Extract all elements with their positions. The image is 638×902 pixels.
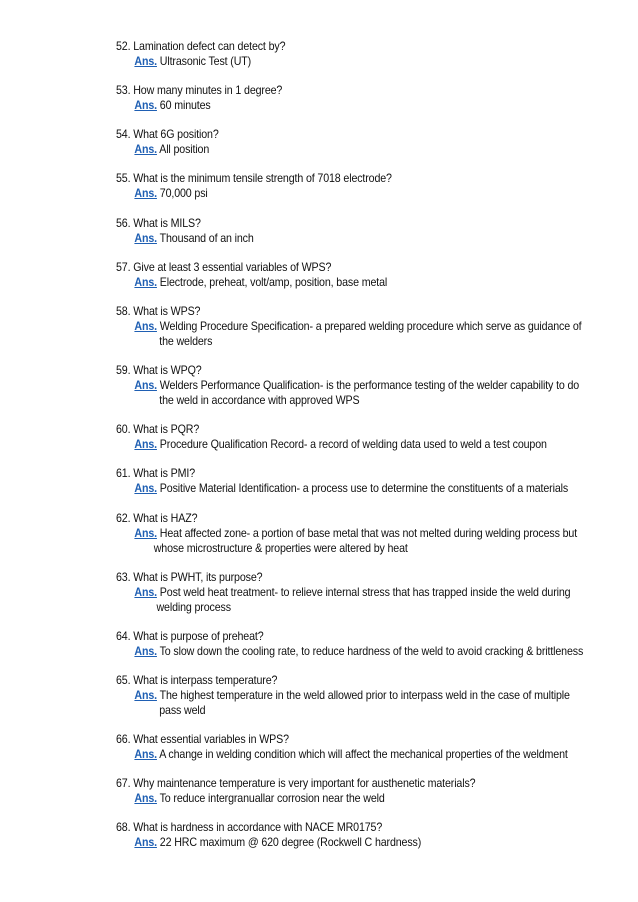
- answer-line: [134, 835, 576, 850]
- answer-text: Post weld heat treatment- to relieve internal stress that has trapped inside the weld during: [159, 586, 571, 599]
- qa-item-53: [116, 83, 576, 113]
- qa-item-66: [116, 732, 576, 762]
- answer-text: Thousand of an inch: [159, 232, 254, 245]
- ans-label: Ans.: [134, 836, 157, 849]
- question-text: 61. What is PMI?: [116, 467, 196, 480]
- qa-item-56: [116, 216, 576, 246]
- question-text: 59. What is WPQ?: [116, 364, 202, 377]
- qa-item-55: [116, 171, 576, 201]
- qa-item-57: [116, 260, 576, 290]
- ans-label: Ans.: [134, 379, 157, 392]
- question-text: 54. What 6G position?: [116, 128, 219, 141]
- answer-line: [134, 747, 576, 762]
- answer-text: 70,000 psi: [159, 187, 208, 200]
- answer-line: [134, 791, 576, 806]
- ans-label: Ans.: [134, 276, 157, 289]
- answer-text: Electrode, preheat, volt/amp, position, base metal: [159, 276, 388, 289]
- question-text: 65. What is interpass temperature?: [116, 674, 278, 687]
- question-text: 62. What is HAZ?: [116, 512, 198, 525]
- question-text: 64. What is purpose of preheat?: [116, 630, 264, 643]
- qa-item-65: [116, 673, 576, 718]
- question-text: 68. What is hardness in accordance with NACE MR0175?: [116, 821, 383, 834]
- answer-line: [134, 378, 580, 393]
- question-text: 63. What is PWHT, its purpose?: [116, 571, 263, 584]
- qa-item-54: [116, 127, 576, 157]
- answer-line: [134, 275, 576, 290]
- question-text: 57. Give at least 3 essential variables of WPS?: [116, 261, 332, 274]
- answer-text: The highest temperature in the weld allowed prior to interpass weld in the case of multiple: [159, 689, 570, 702]
- answer-text: All position: [159, 143, 210, 156]
- answer-line: [134, 142, 576, 157]
- question-text: 60. What is PQR?: [116, 423, 200, 436]
- qa-item-64: [116, 629, 584, 659]
- question-text: 67. Why maintenance temperature is very important for austhenetic materials?: [116, 777, 476, 790]
- ans-label: Ans.: [134, 438, 157, 451]
- question-text: 53. How many minutes in 1 degree?: [116, 84, 283, 97]
- qa-item-58: [116, 304, 582, 349]
- answer-continuation: the welders: [159, 335, 213, 348]
- answer-line: [134, 437, 576, 452]
- answer-line: [134, 54, 576, 69]
- question-text: 66. What essential variables in WPS?: [116, 733, 289, 746]
- ans-label: Ans.: [134, 792, 157, 805]
- question-text: 58. What is WPS?: [116, 305, 201, 318]
- answer-continuation: pass weld: [159, 704, 206, 717]
- qa-item-67: [116, 776, 576, 806]
- question-text: 52. Lamination defect can detect by?: [116, 40, 286, 53]
- answer-line: [134, 688, 576, 703]
- ans-label: Ans.: [134, 55, 157, 68]
- answer-text: Welding Procedure Specification- a prepared welding procedure which serve as guidance of: [159, 320, 582, 333]
- answer-continuation: whose microstructure & properties were altered by heat: [153, 542, 408, 555]
- ans-label: Ans.: [134, 143, 157, 156]
- qa-item-63: [116, 570, 576, 615]
- answer-text: A change in welding condition which will affect the mechanical properties of the weldment: [159, 748, 568, 761]
- answer-text: Positive Material Identification- a process use to determine the constituents of a materials: [159, 482, 569, 495]
- qa-item-59: [116, 363, 580, 408]
- answer-line: [134, 231, 576, 246]
- answer-line: [134, 319, 582, 334]
- answer-text: Welders Performance Qualification- is the performance testing of the welder capability to do: [159, 379, 580, 392]
- ans-label: Ans.: [134, 482, 157, 495]
- ans-label: Ans.: [134, 586, 157, 599]
- qa-item-60: [116, 422, 576, 452]
- answer-text: Heat affected zone- a portion of base metal that was not melted during welding process but: [159, 527, 578, 540]
- answer-line: [134, 98, 576, 113]
- answer-text: 22 HRC maximum @ 620 degree (Rockwell C hardness): [159, 836, 422, 849]
- answer-line: [134, 481, 576, 496]
- ans-label: Ans.: [134, 187, 157, 200]
- answer-text: Ultrasonic Test (UT): [159, 55, 252, 68]
- answer-text: 60 minutes: [159, 99, 211, 112]
- question-text: 55. What is the minimum tensile strength of 7018 electrode?: [116, 172, 392, 185]
- ans-label: Ans.: [134, 320, 157, 333]
- answer-continuation: welding process: [156, 601, 231, 614]
- answer-continuation: the weld in accordance with approved WPS: [159, 394, 360, 407]
- ans-label: Ans.: [134, 527, 157, 540]
- answer-line: [134, 186, 576, 201]
- ans-label: Ans.: [134, 748, 157, 761]
- answer-line: [134, 526, 576, 541]
- ans-label: Ans.: [134, 645, 157, 658]
- answer-line: [134, 585, 576, 600]
- answer-text: To reduce intergranuallar corrosion near the weld: [159, 792, 385, 805]
- qa-item-61: [116, 466, 576, 496]
- ans-label: Ans.: [134, 99, 157, 112]
- answer-text: Procedure Qualification Record- a record of welding data used to weld a test coupon: [159, 438, 547, 451]
- qa-item-68: [116, 820, 576, 850]
- answer-text: To slow down the cooling rate, to reduce hardness of the weld to avoid cracking & brittleness: [159, 645, 584, 658]
- answer-line: [134, 644, 584, 659]
- ans-label: Ans.: [134, 689, 157, 702]
- question-text: 56. What is MILS?: [116, 217, 201, 230]
- qa-item-52: [116, 39, 576, 69]
- ans-label: Ans.: [134, 232, 157, 245]
- qa-item-62: [116, 511, 576, 556]
